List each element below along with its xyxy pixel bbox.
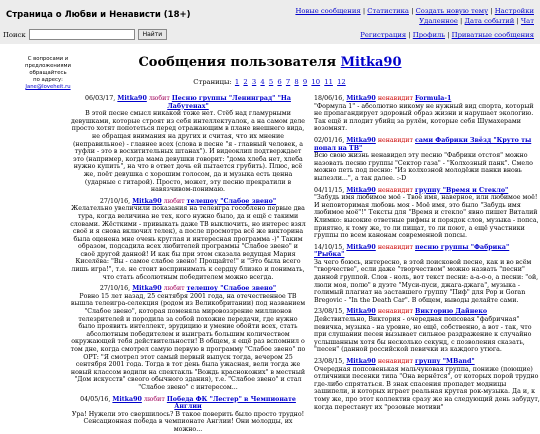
site-title: Страница о Любви и Ненависти (18+) xyxy=(6,10,191,20)
post-entry xyxy=(314,358,540,411)
page-link[interactable]: 6 xyxy=(277,78,282,86)
link-create-topic[interactable]: Создать новую тему xyxy=(415,7,489,15)
post-header xyxy=(314,137,540,152)
contact-email-link[interactable]: Jane@loveheit.ru xyxy=(25,84,71,90)
post-header xyxy=(70,285,306,293)
post-date: 23/08/15, xyxy=(314,358,345,365)
post-author-link[interactable]: Mitka90 xyxy=(346,186,376,194)
post-entry xyxy=(70,285,306,391)
post-verb: любит xyxy=(148,95,170,102)
page-title xyxy=(0,55,540,70)
post-author-link[interactable]: Mitka90 xyxy=(132,285,162,293)
post-author-link[interactable]: Mitka90 xyxy=(346,308,376,316)
post-topic-link[interactable]: телешоу "Слабое звено" xyxy=(186,285,277,293)
post-text: "Формула 1" - абсолютно никому не нужный вид спорта, который не пропагандирует здоровый образ жизни и нарушает экологию. Так ещё и плодит убийц за рулём, которые себя Шумахерами возомнят. xyxy=(314,102,534,133)
contact-line: обращайтесь xyxy=(29,70,67,76)
post-verb: ненавидит xyxy=(377,358,413,365)
page-link[interactable]: 2 xyxy=(243,78,248,86)
post-topic-link[interactable]: Викторию Дайнеко xyxy=(415,308,488,316)
post-verb: любит xyxy=(143,395,165,403)
post-header xyxy=(70,198,306,206)
user-navigation: Регистрация | Профиль | Приватные сообщения xyxy=(360,31,534,39)
post-topic-link[interactable]: группу "MBand" xyxy=(415,358,475,365)
search-button[interactable]: Найти xyxy=(138,29,167,40)
post-author-link[interactable]: Mitka90 xyxy=(346,136,376,144)
pagination xyxy=(0,78,540,86)
post-entry xyxy=(314,95,540,133)
post-entry xyxy=(314,308,540,354)
post-verb: любит xyxy=(163,285,185,293)
post-topic-link[interactable]: сами Фабрики Звёзд "Круто ты попал на ТВ" xyxy=(314,136,532,152)
page-link[interactable]: 5 xyxy=(268,78,274,86)
post-date: 02/01/16, xyxy=(314,136,345,144)
post-verb: ненавидит xyxy=(377,243,413,251)
post-date: 14/10/15, xyxy=(314,243,345,251)
link-register[interactable]: Регистрация xyxy=(360,31,407,39)
page-title-prefix: Сообщения пользователя xyxy=(138,55,337,70)
link-statistics[interactable]: Статистика xyxy=(367,7,409,15)
post-verb: ненавидит xyxy=(377,308,413,316)
page-link[interactable]: 9 xyxy=(302,78,308,86)
post-date: 18/06/16, xyxy=(314,95,345,102)
link-settings[interactable]: Настройки xyxy=(494,7,534,15)
link-chat[interactable]: Чат xyxy=(520,17,534,25)
top-bar xyxy=(0,0,540,44)
link-deleted[interactable]: Удаленное xyxy=(419,17,458,25)
page-link[interactable]: 1 xyxy=(234,78,240,86)
link-new-messages[interactable]: Новые сообщения xyxy=(295,7,361,15)
post-verb: ненавидит xyxy=(377,95,413,102)
post-author-link[interactable]: Mitka90 xyxy=(346,358,376,365)
post-date: 27/10/16, xyxy=(99,197,131,205)
post-text: Всю свою жизнь ненавидел эту песню "Фабрики отстоя" можно назовать песню группы "Сектор газа" - "Колхозный панк". Смело можно петь под песню: "Из колхозной молодёжи панки вновь вылезли...", а так далее. :-D xyxy=(314,152,533,182)
post-author-link[interactable]: Mitka90 xyxy=(117,95,147,102)
pagination-label: Страницы: xyxy=(193,78,232,86)
post-topic-link[interactable]: телешоу "Слабое звено" xyxy=(186,197,277,205)
page-link[interactable]: 7 xyxy=(285,78,291,86)
post-date: 04/11/15, xyxy=(314,186,345,194)
post-text: Ура! Нужели это свершилось? В такое поверить было просто трудно! Сенсационная победа в чемпионате Англии! Они молодцы, их можно... xyxy=(71,410,305,433)
post-author-link[interactable]: Mitka90 xyxy=(132,197,162,205)
post-topic-link[interactable]: Formula-1 xyxy=(415,95,452,102)
page-link[interactable]: 8 xyxy=(294,78,299,86)
contact-line: С вопросами и xyxy=(27,56,69,62)
post-author-link[interactable]: Mitka90 xyxy=(112,395,142,403)
post-entry xyxy=(70,198,306,282)
post-entry xyxy=(70,95,306,194)
post-text: В этой песне смысл никакой тоже нет. Стёб над гламурными девушками, которые строят из себя интеллектуалок, а на самом деле просто хотят попотеться перед отражающим в плане внешнего вида, не обращая внимания на других и считая, что их мнение (неправильное) - главнее всех (слова в песне "я - главный человек, а туфли - это в восхитительных штанах"). И видеоклип подтверждает это (например, когда мама девушки говорит: "дома хлеба нет, хлеба нужно купить", на что в ответ дочь ей пытается грубить). Плюс, всё же, поёт девушка с хорошим голосом, да и музыка есть ценна (ударные с гитарой). Просто, может, эту песню прекратили в навязчивом-понимаю. xyxy=(70,110,306,194)
post-header xyxy=(314,95,540,103)
post-date: 27/10/16, xyxy=(99,285,131,293)
search-input[interactable] xyxy=(29,29,135,40)
post-topic-link[interactable]: группу "Время и Стекло" xyxy=(415,186,509,194)
top-navigation xyxy=(295,6,534,26)
link-profile[interactable]: Профиль xyxy=(412,31,446,39)
post-entry xyxy=(314,187,540,240)
search-label: Поиск xyxy=(3,30,26,39)
post-text: Желательно увеличили показания на телеигра гособлено первые два тура, когда величина не тех, кого нужно было, да и ещё с такими словами. Жёсткими - привыкать даже ТВ выключить, но интерес взял своё и я снова включил телек), а после просмотра всё же викторина была оценена мне очень круглая и интересная программа -)" Таким образом, подсадила всех любителей программы "Слабое звено" и своё другой данной! И как бы при этом сказала ведущая Мария Киселёва: "Вы - самое слабое звено! Прощайте!" и "Это была всего лишь игра!", т.е. не стоит воспринимать к сердцу близко и понимать, что стать абсолютным победителем можно всегда. xyxy=(70,205,306,281)
page-link[interactable]: 4 xyxy=(260,78,265,86)
post-entry xyxy=(314,244,540,305)
love-column xyxy=(70,95,306,433)
post-verb: любит xyxy=(163,197,185,205)
post-text: За чего боюсь, интересно, в этой поисковой песне, как и во всём "творчестве", если даже "творчеством" можно назвать "песни" данной группой. Слов - ноль, вот текст песни: а-а-о-о, а песни: "ой, люли моя, полю" в дуэте "Муси-пуси, джага-джага", музыка - голимый плагиат на заставшего группу "Пиф" для Pop и Goran Bregovic - "In the Death Car". В общем, выводы делайте сами. xyxy=(314,258,539,304)
post-topic-link[interactable]: Песню группы "Ленинград" "На Лабутенах" xyxy=(167,95,291,110)
post-header xyxy=(70,95,306,110)
post-verb: ненавидит xyxy=(377,186,413,194)
post-text: Действительно, Виктория - очередная попсовая "фабричная" певичка, музыка - на уровне, но ещё, собственно, а вот - так, что при слушании песен вызывает сильное раздражение к случайно услышанным хотя бы несколько секунд, с позволения сказать, "песен" (данной российской певички из каждого утюга. xyxy=(314,316,532,354)
post-text: "Забудь имя любимое моё - Твоё имя, наверное, или любимое моё! И неповторимая любовь моя - Моё имя, это было "Забудь имя любимое моё"!" Тексты для "Время и стекло" явно пишет Виталий Климко: высокие ответные рифмы и порядок слов, музыка - попса, приятно, к тому же, то ли пищат, то ли поют, а ещё участники группы по всем канонам современной попсы. xyxy=(314,194,539,240)
post-date: 06/03/17, xyxy=(85,95,116,102)
page-link[interactable]: 3 xyxy=(251,78,257,86)
post-header xyxy=(314,187,540,195)
hate-column xyxy=(314,95,540,411)
post-entry xyxy=(314,137,540,183)
pagination-links xyxy=(234,78,347,86)
link-event-dates[interactable]: Дата событий xyxy=(464,17,515,25)
post-header xyxy=(314,244,540,259)
post-date: 23/08/15, xyxy=(314,308,345,316)
post-author-link[interactable]: Mitka90 xyxy=(346,243,376,251)
page-link[interactable]: 10 xyxy=(311,78,321,86)
page-link[interactable]: 12 xyxy=(337,78,346,86)
post-entry xyxy=(70,396,306,434)
post-text: Очередная попсовенькая мальчуковая группа, пониже (поющие) отличники песенки типа "Она вернётся", от которых порой трудно где-либо спрятаться. В знак спасения пропадет модницы зашипели, и которых играет реальная крутая рок-музыка. Да и, к тому же, про этот коллектив сразу же на следующий день забудут, когда перестанут их "розовые мотиви" xyxy=(314,365,540,411)
topnav-row-1: Новые сообщения | Статистика | Создать новую тему | Настройки xyxy=(295,7,534,15)
link-private-messages[interactable]: Приватные сообщения xyxy=(451,31,534,39)
post-date: 04/05/16, xyxy=(80,395,111,403)
post-author-link[interactable]: Mitka90 xyxy=(346,95,376,102)
post-header xyxy=(314,308,540,316)
post-header xyxy=(314,358,540,366)
page-link[interactable]: 11 xyxy=(324,78,333,86)
topnav-row-2: Удаленное | Дата событий | Чат xyxy=(419,17,534,25)
search-bar xyxy=(3,29,167,40)
page-title-user-link[interactable]: Mitka90 xyxy=(340,55,402,70)
post-topic-link[interactable]: Победа ФК "Лестер" в Чемпионате Англии xyxy=(166,395,296,411)
post-verb: ненавидит xyxy=(377,136,413,144)
post-text: Ровно 15 лет назад, 25 сентября 2001 года, на отечественное ТВ вышла телеигра-селекция (родом из Великобритании) под названием "Слабое звено", которая поменяла мировоззрение миллионов телезрителей и породила за собой похожие передачи, где нужно было проявить интеллект, эрудицию и умение обойти всех, стать абсолютным победителем и выиграть большим количеством окружающей тебя действительности! В общем, я ещё раз вспомнил о том дне, когда смотрел самую первую в программу "Слабое звено" по ОРТ: "Я смотрел этот самый первый выпуск тогда, вечером 25 сентября 2001 года. Тогда в тот день была ужасная, вели тогда же новый классом водили на спектакль "Вождь краснокожих" в местный "Дом искусств" свеого обычного здания), т.е. "Слабое звено" и стал "Слабое звено" с интересом... xyxy=(70,292,306,391)
post-header xyxy=(70,396,306,411)
contact-line: предложениями xyxy=(25,63,71,69)
post-topic-link[interactable]: песню группы "Фабрика" "Рыбка" xyxy=(314,243,510,259)
contact-line: по адресу: xyxy=(33,77,63,83)
